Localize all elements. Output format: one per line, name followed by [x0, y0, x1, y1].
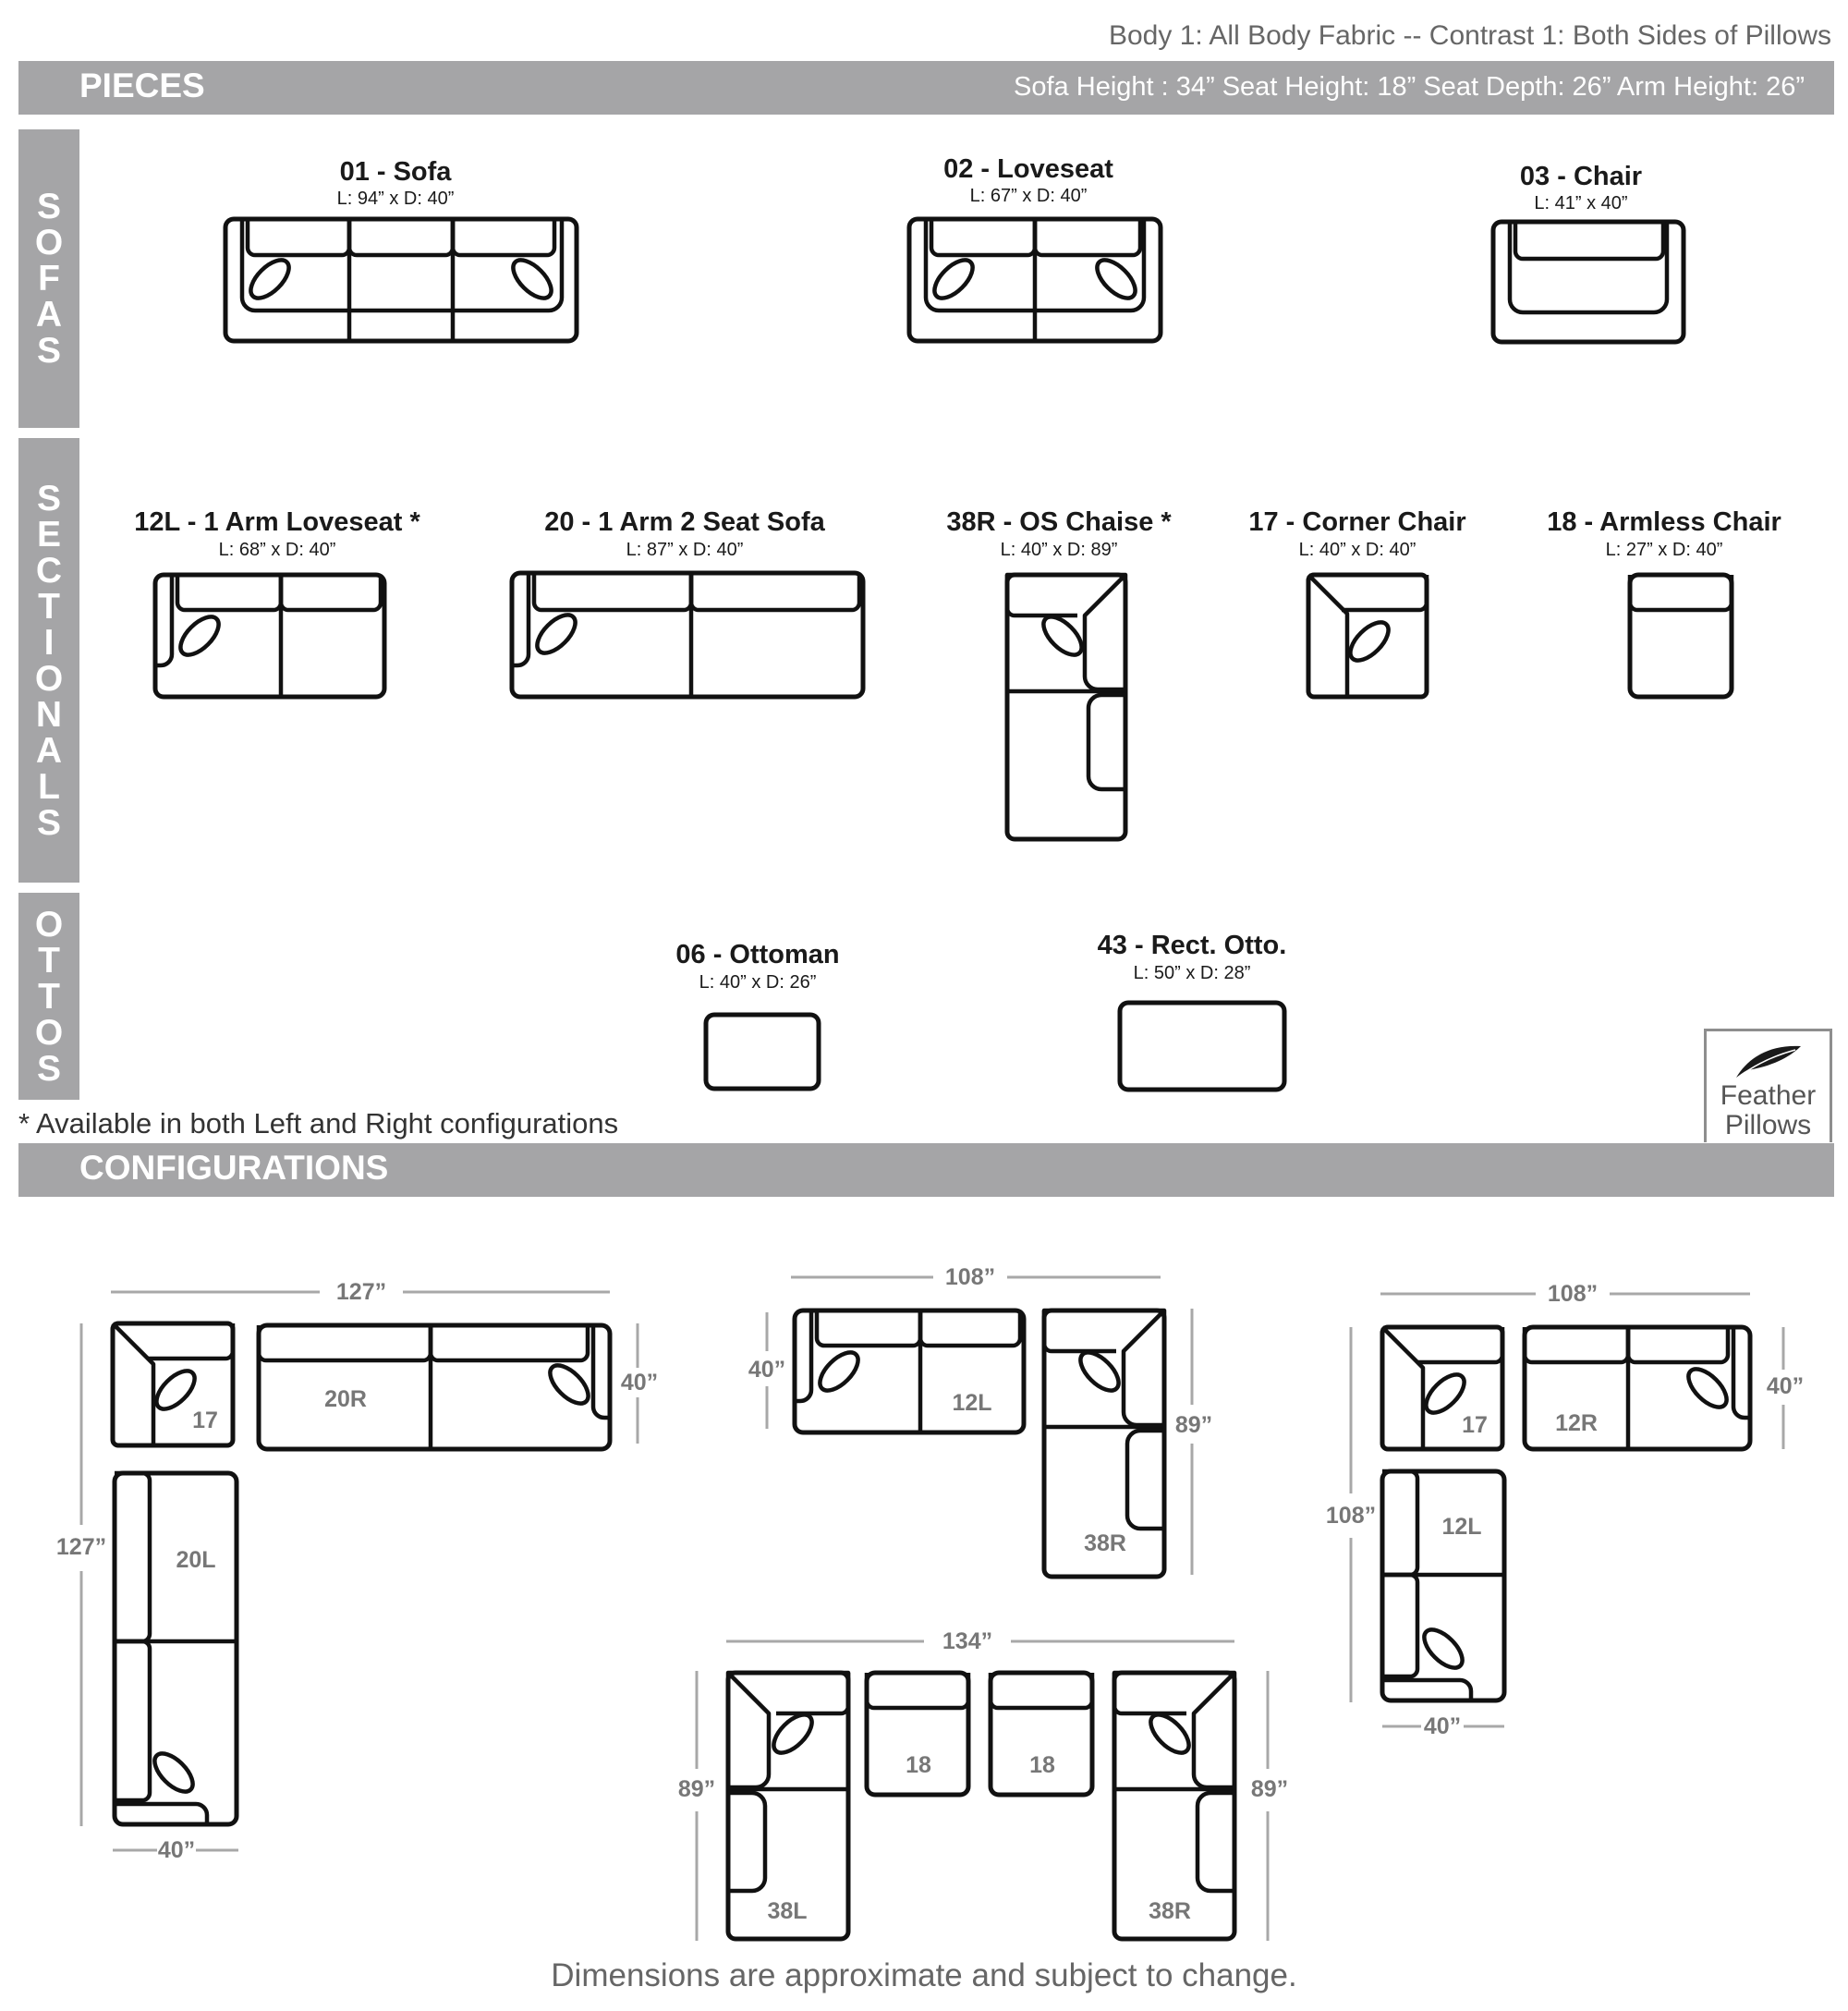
arm-loveseat-dims: L: 68” x D: 40”: [218, 540, 336, 560]
config3-right-dim: 40”: [1766, 1373, 1805, 1399]
chair-body: [1493, 222, 1684, 342]
side-letter: C: [35, 550, 63, 591]
config2-drawing: [748, 1264, 1212, 1577]
corner-chair-name: 17 - Corner Chair: [1248, 507, 1466, 537]
side-letter: T: [38, 586, 60, 627]
fabric-note: Body 1: All Body Fabric -- Contrast 1: Both Sides of Pillows: [1108, 20, 1831, 51]
sofa-dims: L: 94” x D: 40”: [336, 189, 455, 209]
config1-right-dim: 40”: [620, 1370, 659, 1396]
ottoman-dims: L: 40” x D: 26”: [699, 972, 817, 993]
side-letter: A: [35, 730, 63, 771]
config1-left-dim: 127”: [55, 1534, 107, 1560]
side-letter: O: [34, 904, 64, 945]
config1-label-20l: 20L: [176, 1547, 216, 1573]
config4-left-dim: 89”: [677, 1776, 716, 1802]
chair-name: 03 - Chair: [1519, 162, 1643, 191]
side-letter: E: [36, 514, 61, 555]
config4-label-18b: 18: [1029, 1752, 1055, 1778]
feather-label-line2: Pillows: [1724, 1110, 1812, 1140]
side-letter: S: [36, 331, 61, 371]
side-letter: S: [36, 478, 61, 518]
config2-label-12l: 12L: [952, 1390, 992, 1416]
config4-drawing: [678, 1628, 1288, 1941]
config3-left-dim: 108”: [1325, 1503, 1377, 1529]
loveseat-dims: L: 67” x D: 40”: [969, 186, 1088, 206]
config4-right-dim: 89”: [1250, 1776, 1289, 1802]
arm-sofa-name: 20 - 1 Arm 2 Seat Sofa: [544, 507, 825, 537]
side-letter: S: [36, 802, 61, 843]
config3-label-12l: 12L: [1441, 1514, 1482, 1540]
arm-sofa-dims: L: 87” x D: 40”: [626, 540, 744, 560]
config3-top-dim: 108”: [1547, 1281, 1599, 1307]
side-letter: L: [38, 766, 60, 807]
side-letter: T: [38, 940, 60, 981]
corner-chair-drawing: [1308, 575, 1427, 697]
ottoman-name: 06 - Ottoman: [675, 940, 840, 969]
chair-drawing: [1493, 222, 1684, 342]
corner-chair-dims: L: 40” x D: 40”: [1298, 540, 1416, 560]
feather-label-line1: Feather: [1720, 1080, 1817, 1111]
side-letter: S: [36, 1048, 61, 1089]
side-letter: F: [38, 259, 60, 299]
rect-otto-name: 43 - Rect. Otto.: [1097, 931, 1287, 960]
armless-chair-dims: L: 27” x D: 40”: [1605, 540, 1723, 560]
config1-drawing: [56, 1279, 658, 1863]
loveseat-drawing: [909, 219, 1161, 341]
side-letter: S: [36, 187, 61, 226]
chair-dims: L: 41” x 40”: [1534, 193, 1628, 213]
sofa-drawing: [225, 219, 577, 341]
rect-otto-drawing: [1120, 1003, 1284, 1090]
side-letter: I: [43, 622, 55, 663]
config1-label-17: 17: [192, 1408, 218, 1433]
chaise-name: 38R - OS Chaise *: [946, 507, 1172, 537]
config3-drawing: [1326, 1281, 1804, 1739]
rect-otto-dims: L: 50” x D: 28”: [1133, 963, 1251, 983]
loveseat-name: 02 - Loveseat: [943, 154, 1113, 184]
side-letter: O: [34, 223, 64, 262]
sofa-name: 01 - Sofa: [339, 157, 452, 187]
ottoman-drawing: [706, 1015, 819, 1089]
config1-bottom-dim: 40”: [157, 1837, 196, 1863]
disclaimer: Dimensions are approximate and subject to change.: [551, 1957, 1297, 1993]
config4-label-38r: 38R: [1149, 1898, 1191, 1924]
config1-top-dim: 127”: [335, 1279, 387, 1305]
config1-label-20r: 20R: [324, 1386, 367, 1412]
config4-label-38l: 38L: [767, 1898, 808, 1924]
config4-top-dim: 134”: [942, 1628, 993, 1654]
armless-chair-drawing: [1630, 575, 1732, 697]
config4-label-18a: 18: [906, 1752, 931, 1778]
dimension-specs: Sofa Height : 34” Seat Height: 18” Seat Depth: 26” Arm Height: 26”: [1014, 72, 1805, 102]
side-letter: T: [38, 976, 60, 1017]
config2-label-38r: 38R: [1084, 1530, 1126, 1556]
chaise-drawing: [1007, 575, 1125, 839]
pieces-title: PIECES: [79, 67, 205, 104]
side-letter: O: [34, 1012, 64, 1053]
configurations-title: CONFIGURATIONS: [79, 1149, 389, 1187]
side-letter: A: [35, 295, 63, 335]
side-letter: N: [35, 694, 63, 735]
config2-right-dim: 89”: [1174, 1412, 1213, 1438]
arm-sofa-drawing: [512, 573, 863, 697]
availability-note: * Available in both Left and Right configurations: [18, 1107, 619, 1140]
config3-bottom-dim: 40”: [1423, 1713, 1462, 1739]
arm-loveseat-drawing: [155, 575, 384, 697]
arm-loveseat-name: 12L - 1 Arm Loveseat *: [134, 507, 420, 537]
config2-left-dim: 40”: [748, 1357, 786, 1383]
config3-label-17: 17: [1462, 1412, 1488, 1438]
config2-top-dim: 108”: [944, 1264, 996, 1290]
config3-label-12r: 12R: [1555, 1410, 1598, 1436]
armless-chair-name: 18 - Armless Chair: [1547, 507, 1781, 537]
armless-chair-body: [1630, 575, 1732, 697]
side-letter: O: [34, 658, 64, 699]
chaise-dims: L: 40” x D: 89”: [1000, 540, 1118, 560]
